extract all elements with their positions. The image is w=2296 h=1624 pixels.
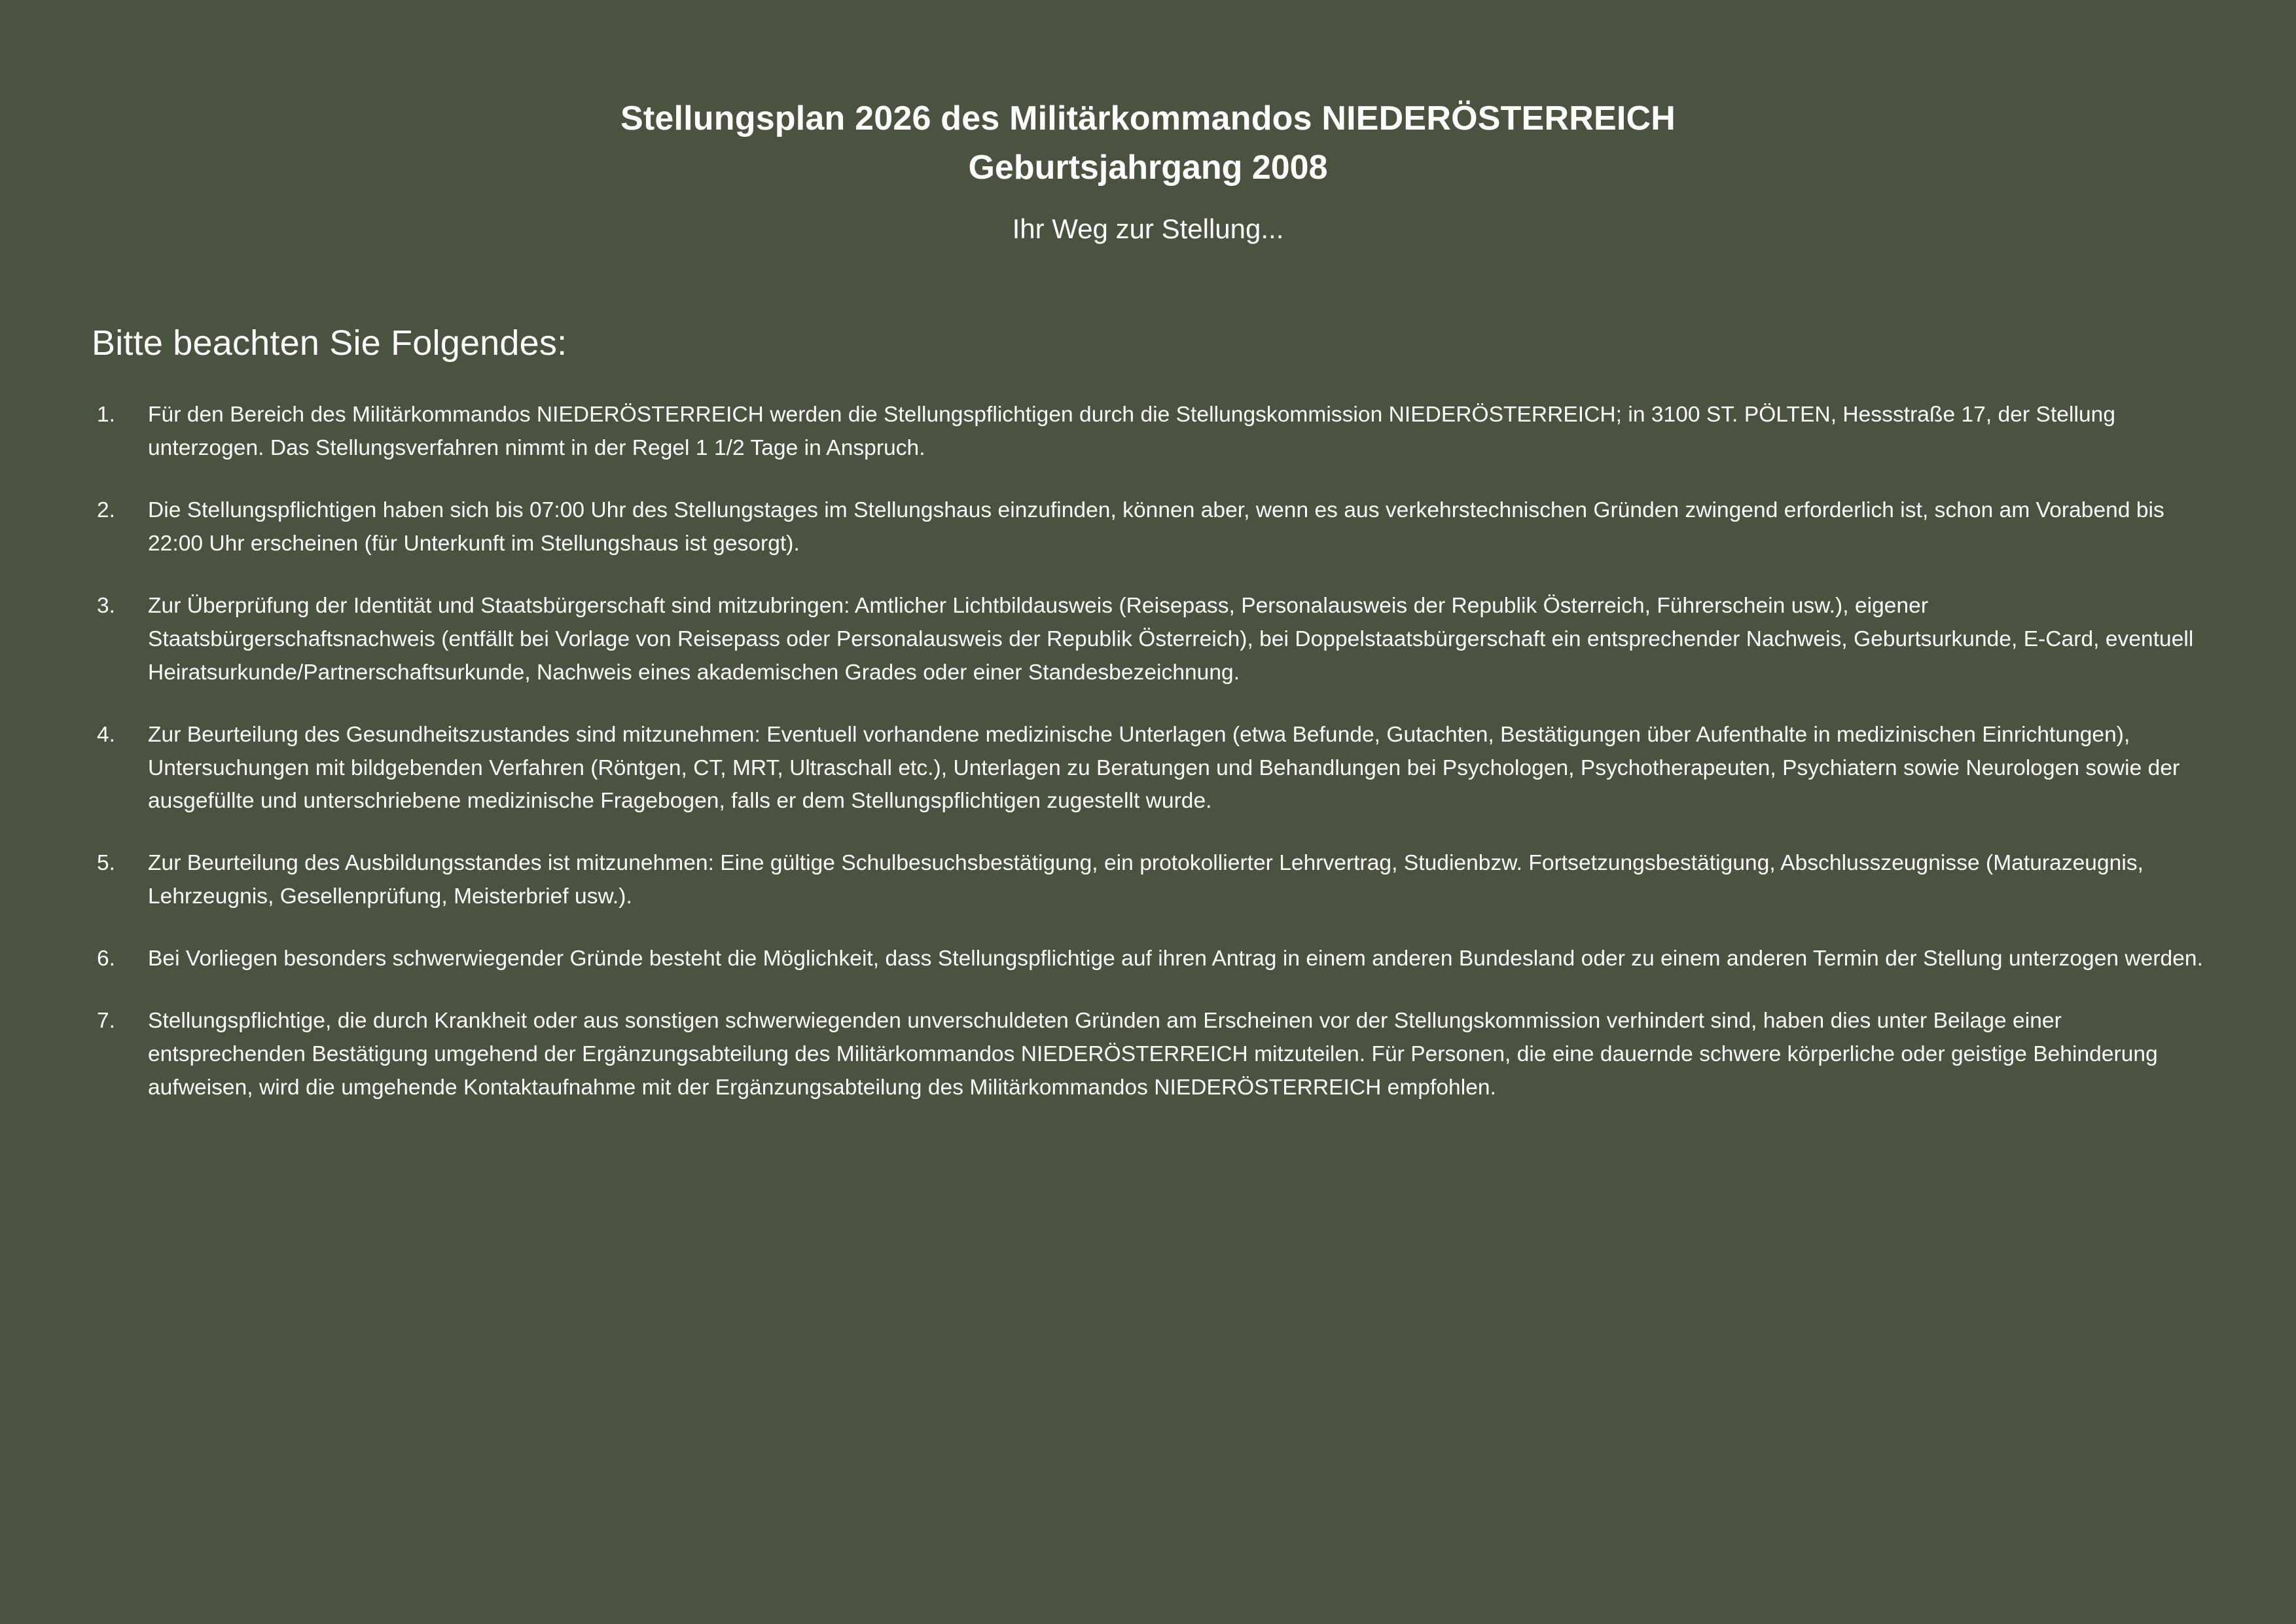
- list-item-text: Stellungspflichtige, die durch Krankheit oder aus sonstigen schwerwiegenden unverschuldeten Gründen am Erscheinen vor der Stellungskommission verhindert sind, haben dies unter Beilage einer entsprechenden Bestätigung umgehend der Ergänzungsabteilung des Militärkommandos NIEDERÖSTERREICH mitzuteilen. Für Personen, die eine dauernde schwere körperliche oder geistige Behinderung aufweisen, wird die umgehende Kontaktaufnahme mit der Ergänzungsabteilung des Militärkommandos NIEDERÖSTERREICH empfohlen.: [148, 1009, 2158, 1100]
- list-item-number: 2.: [97, 498, 115, 523]
- list-item-number: 1.: [97, 403, 115, 427]
- list-item: [97, 1005, 2219, 1105]
- section-heading: Bitte beachten Sie Folgendes:: [92, 323, 567, 363]
- page-tagline: Ihr Weg zur Stellung...: [1012, 213, 1284, 244]
- list-item: [97, 494, 2219, 561]
- list-item: [97, 399, 2219, 465]
- list-item-text: Zur Beurteilung des Gesundheitszustandes sind mitzunehmen: Eventuell vorhandene medizinische Unterlagen (etwa Befunde, Gutachten, Bestätigungen über Aufenthalte in medizinischen Einrichtungen), Untersuchungen mit bildgebenden Verfahren (Röntgen, CT, MRT, Ultraschall etc.), Unterlagen zu Beratungen und Behandlungen bei Psychologen, Psychotherapeuten, Psychiatern sowie Neurologen sowie der ausgefüllte und unterschriebene medizinische Fragebogen, falls er dem Stellungspflichtigen zugestellt wurde.: [148, 722, 2180, 814]
- list-item-text: Die Stellungspflichtigen haben sich bis 07:00 Uhr des Stellungstages im Stellungshaus einzufinden, können aber, wenn es aus verkehrstechnischen Gründen zwingend erforderlich ist, schon am Vorabend bis 22:00 Uhr erscheinen (für Unterkunft im Stellungshaus ist gesorgt).: [148, 498, 2164, 556]
- list-item-number: 6.: [97, 947, 115, 971]
- list-item: [97, 943, 2219, 976]
- document-header: [0, 0, 2296, 245]
- list-item: [97, 590, 2219, 690]
- list-item-text: Für den Bereich des Militärkommandos NIEDERÖSTERREICH werden die Stellungspflichtigen durch die Stellungskommission NIEDERÖSTERREICH; in 3100 ST. PÖLTEN, Hessstraße 17, der Stellung unterzogen. Das Stellungsverfahren nimmt in der Regel 1 1/2 Tage in Anspruch.: [148, 403, 2116, 461]
- list-item-number: 4.: [97, 722, 115, 747]
- page-subtitle-year: Geburtsjahrgang 2008: [968, 149, 1328, 187]
- list-item: [97, 719, 2219, 819]
- list-item-text: Zur Beurteilung des Ausbildungsstandes ist mitzunehmen: Eine gültige Schulbesuchsbestätigung, ein protokollierter Lehrvertrag, Studienbzw. Fortsetzungsbestätigung, Abschlusszeugnisse (Maturazeugnis, Lehrzeugnis, Gesellenprüfung, Meisterbrief usw.).: [148, 851, 2144, 909]
- notes-list: [0, 399, 2296, 1105]
- list-item: [97, 847, 2219, 914]
- list-item-number: 7.: [97, 1009, 115, 1034]
- list-item-text: Bei Vorliegen besonders schwerwiegender Gründe besteht die Möglichkeit, dass Stellungspflichtige auf ihren Antrag in einem anderen Bundesland oder zu einem anderen Termin der Stellung unterzogen werden.: [148, 947, 2203, 971]
- list-item-text: Zur Überprüfung der Identität und Staatsbürgerschaft sind mitzubringen: Amtlicher Lichtbildausweis (Reisepass, Personalausweis der Republik Österreich, Führerschein usw.), eigener Staatsbürgerschaftsnachweis (entfällt bei Vorlage von Reisepass oder Personalausweis der Republik Österreich), bei Doppelstaatsbürgerschaft ein entsprechender Nachweis, Geburtsurkunde, E-Card, eventuell Heiratsurkunde/Partnerschaftsurkunde, Nachweis eines akademischen Grades oder einer Standesbezeichnung.: [148, 593, 2194, 685]
- list-item-number: 5.: [97, 851, 115, 876]
- list-item-number: 3.: [97, 593, 115, 618]
- page-title: Stellungsplan 2026 des Militärkommandos NIEDERÖSTERREICH: [620, 99, 1676, 137]
